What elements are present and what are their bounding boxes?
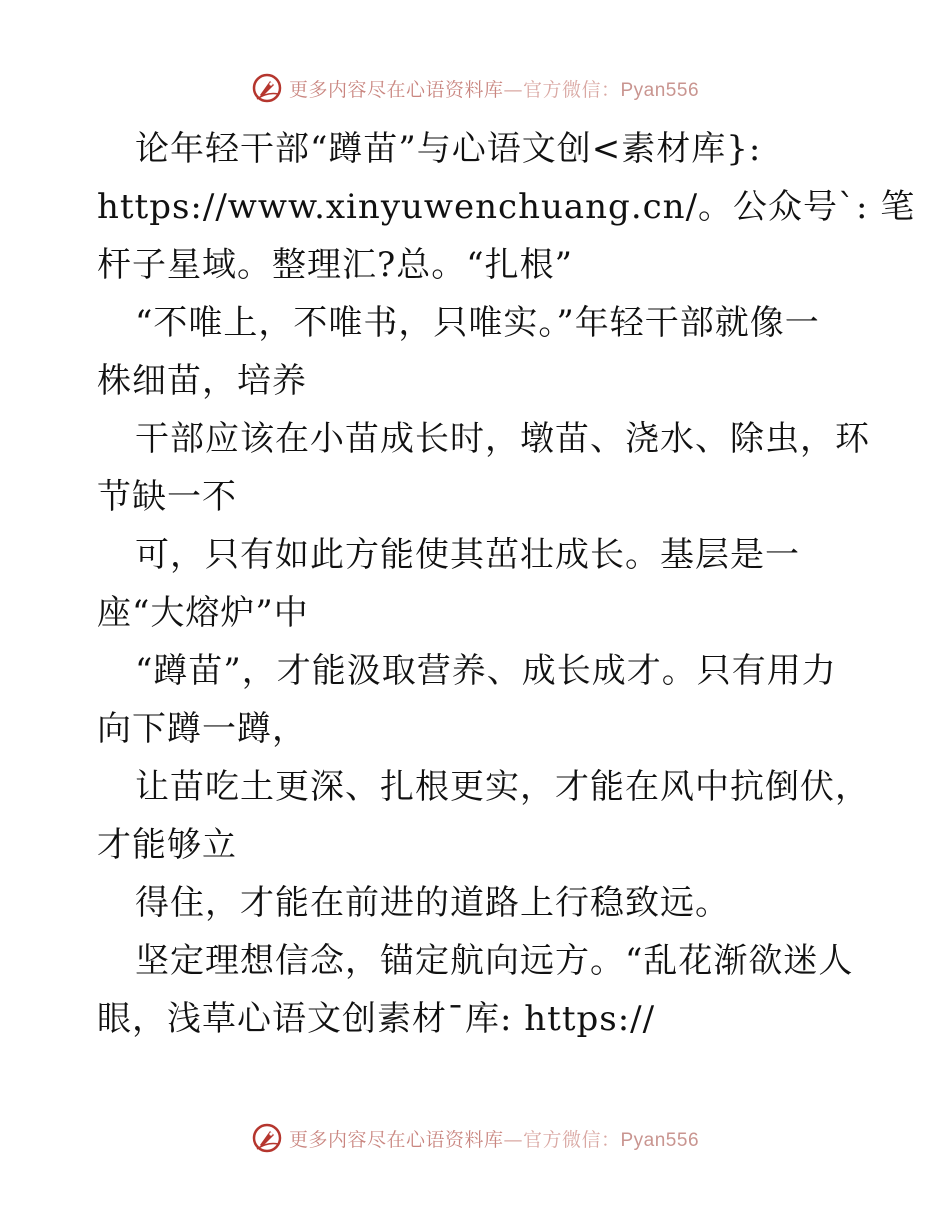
body-line: 眼，浅草心语文创素材¯库: https:// <box>97 999 656 1039</box>
body-line: 节缺一不 <box>97 477 237 517</box>
body-line: 才能够立 <box>97 825 237 865</box>
pen-nib-logo-icon <box>251 72 283 104</box>
body-line: 可，只有如此方能使其茁壮成长。基层是一 <box>135 535 800 575</box>
body-line: 让苗吃土更深、扎根更实，才能在风中抗倒伏， <box>135 767 870 807</box>
body-line: “蹲苗”，才能汲取营养、成长成才。只有用力 <box>135 651 837 691</box>
body-line: 论年轻干部“蹲苗”与心语文创<素材库}: <box>135 129 762 169</box>
body-line: 座“大熔炉”中 <box>97 593 309 633</box>
body-line: 坚定理想信念，锚定航向远方。“乱花渐欲迷人 <box>135 941 854 981</box>
header-banner <box>0 72 950 104</box>
body-line: 得住，才能在前进的道路上行稳致远。 <box>135 883 730 923</box>
wechat-id: Pyan556 <box>620 79 700 101</box>
wechat-id: Pyan556 <box>620 1129 700 1151</box>
footer-banner <box>0 1122 950 1154</box>
body-line: 株细苗，培养 <box>97 361 307 401</box>
body-line: 干部应该在小苗成长时，墩苗、浇水、除虫，环 <box>135 419 870 459</box>
document-body <box>97 120 916 1048</box>
body-line: https://www.xinyuwenchuang.cn/。公众号`: 笔 <box>97 187 916 227</box>
header-banner-text: 更多内容尽在心语资料库—官方微信：Pyan556 <box>288 78 700 101</box>
body-line: 杆子星域。整理汇?总。“扎根” <box>97 245 573 285</box>
body-line: 向下蹲一蹲， <box>97 709 307 749</box>
pen-nib-logo-icon <box>251 1122 283 1154</box>
footer-banner-text: 更多内容尽在心语资料库—官方微信：Pyan556 <box>288 1128 700 1151</box>
body-line: “不唯上，不唯书，只唯实。”年轻干部就像一 <box>135 303 820 343</box>
